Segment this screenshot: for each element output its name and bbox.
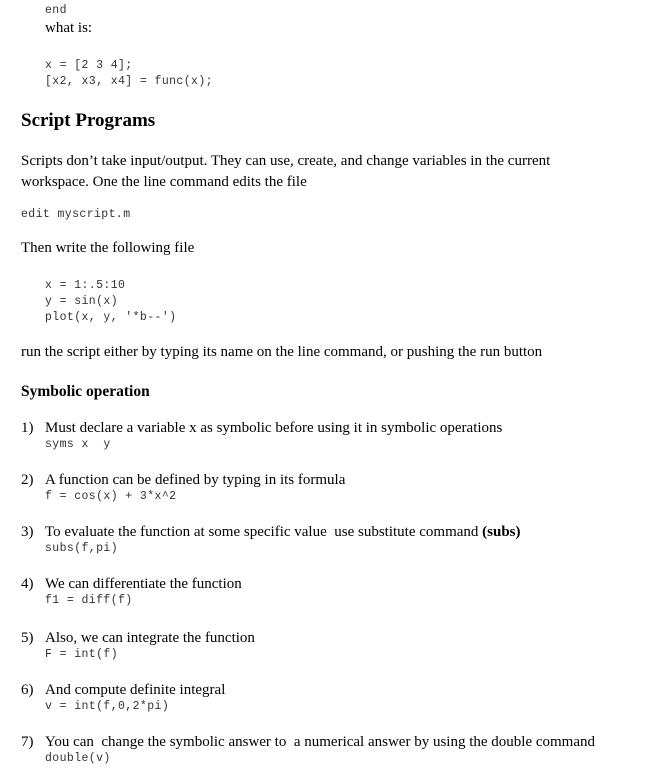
list-item-code: f = cos(x) + 3*x^2 [45, 490, 177, 503]
list-item-number: 4) [21, 576, 34, 592]
script-intro-paragraph: Scripts don’t take input/output. They can use, create, and change variables in the current workspace. One the line command edits the file [21, 153, 551, 190]
code-line: y = sin(x) [45, 295, 119, 308]
code-line: plot(x, y, '*b--') [45, 311, 177, 324]
list-item-text: And compute definite integral [45, 682, 226, 698]
list-item-number: 6) [21, 682, 34, 698]
section-title-symbolic: Symbolic operation [21, 383, 150, 400]
code-line: [x2, x3, x4] = func(x); [45, 75, 213, 88]
list-item-text: A function can be defined by typing in its formula [45, 472, 346, 488]
list-item-number: 3) [21, 524, 34, 540]
list-item-number: 5) [21, 630, 34, 646]
then-write-text: Then write the following file [21, 240, 195, 256]
code-end-keyword: end [45, 4, 67, 17]
list-item-code: subs(f,pi) [45, 542, 119, 555]
list-item-code: v = int(f,0,2*pi) [45, 700, 170, 713]
list-item-text: Also, we can integrate the function [45, 630, 255, 646]
list-item-text: Must declare a variable x as symbolic before using it in symbolic operations [45, 420, 503, 436]
list-item-text: We can differentiate the function [45, 576, 242, 592]
list-item-code: double(v) [45, 752, 111, 765]
run-note-text: run the script either by typing its name on the line command, or pushing the run button [21, 344, 543, 360]
list-item-text-plain: To evaluate the function at some specific value use substitute command [45, 524, 483, 540]
list-item-code: F = int(f) [45, 648, 119, 661]
list-item-code: f1 = diff(f) [45, 594, 133, 607]
list-item-number: 7) [21, 734, 34, 750]
list-item-number: 2) [21, 472, 34, 488]
what-is-label: what is: [45, 20, 93, 36]
list-item-number: 1) [21, 420, 34, 436]
code-line: x = [2 3 4]; [45, 59, 133, 72]
list-item-text: You can change the symbolic answer to a numerical answer by using the double command [45, 734, 596, 750]
list-item-text [45, 524, 521, 541]
list-item-code: syms x y [45, 438, 111, 451]
edit-command: edit myscript.m [21, 208, 131, 221]
section-title-script-programs: Script Programs [21, 110, 156, 131]
code-line: x = 1:.5:10 [45, 279, 126, 292]
subs-bold-label: (subs) [482, 524, 521, 540]
